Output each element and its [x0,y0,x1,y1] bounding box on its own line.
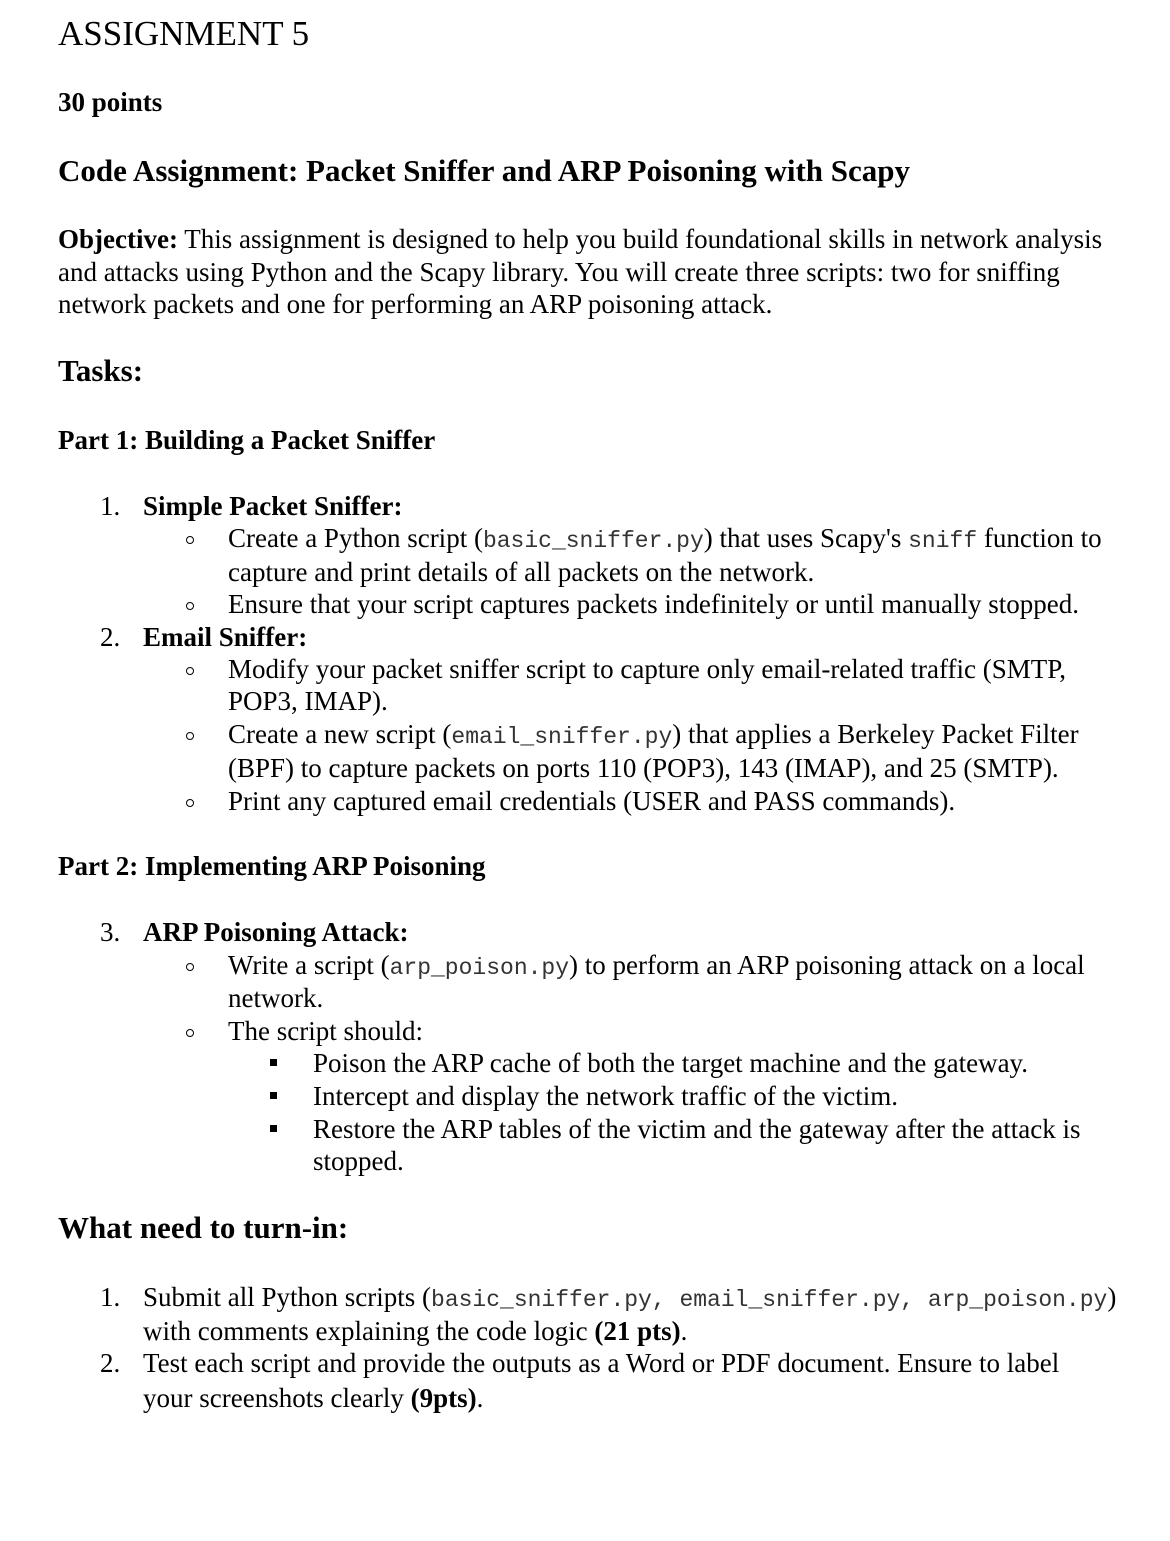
code-arp-poison: arp_poison.py [389,955,570,981]
item1-number: 1. [100,491,121,521]
turnin-item1-line2-pre: with comments explaining the code logic [143,1316,595,1346]
item3-sub1: Poison the ARP cache of both the target machine and the gateway. [313,1048,1029,1078]
item1-bullet1-line2: capture and print details of all packets on the network. [228,557,815,587]
turnin-item2-line1: Test each script and provide the outputs as a Word or PDF document. Ensure to label [143,1348,1060,1378]
turnin-item2-line2-pre: your screenshots clearly [143,1383,411,1413]
hollow-bullet-icon [186,799,194,807]
turnin-item1-points: (21 pts) [594,1316,681,1346]
code-basic-sniffer: basic_sniffer.py [482,528,704,554]
assignment-title: ASSIGNMENT 5 [58,14,310,53]
square-bullet-icon [270,1125,277,1132]
code-sniff: sniff [908,528,978,554]
objective-line-1 [58,223,1102,255]
item1-b1-mid: ) that uses Scapy's [703,523,909,553]
item2-title: Email Sniffer: [143,622,308,652]
code-email-sniffer: email_sniffer.py [451,724,673,750]
item1-bullet1-line1 [228,522,1102,557]
square-bullet-icon [270,1092,277,1099]
objective-line-2: and attacks using Python and the Scapy library. You will create three scripts: two for sniffing [58,257,1060,287]
code-all-scripts: basic_sniffer.py, email_sniffer.py, arp_poison.py [431,1287,1108,1313]
item2-b2-pre: Create a new script ( [228,719,452,749]
turnin-heading: What need to turn-in: [58,1210,349,1245]
part1-heading: Part 1: Building a Packet Sniffer [58,425,436,455]
item3-bullet2: The script should: [228,1016,423,1046]
turnin-item1-pre: Submit all Python scripts ( [143,1282,432,1312]
turnin-item2-line2-post: . [476,1383,484,1413]
part2-heading: Part 2: Implementing ARP Poisoning [58,851,486,881]
item2-bullet1-line2: POP3, IMAP). [228,686,388,716]
item2-b2-post: ) that applies a Berkeley Packet Filter [672,719,1079,749]
code-assignment-heading: Code Assignment: Packet Sniffer and ARP Poisoning with Scapy [58,153,911,188]
item2-number: 2. [100,622,121,652]
item3-b1-post: ) to perform an ARP poisoning attack on a local [569,950,1085,980]
turnin-item1-line2 [143,1315,687,1347]
item1-bullet2: Ensure that your script captures packets indefinitely or until manually stopped. [228,589,1080,619]
item1-b1-pre: Create a Python script ( [228,523,483,553]
item2-bullet2-line1 [228,718,1079,753]
hollow-bullet-icon [186,1029,194,1037]
item3-number: 3. [100,917,121,947]
turnin-item2-points: (9pts) [410,1383,477,1413]
square-bullet-icon [270,1059,277,1066]
hollow-bullet-icon [186,602,194,610]
hollow-bullet-icon [186,536,194,544]
hollow-bullet-icon [186,963,194,971]
item2-bullet1-line1: Modify your packet sniffer script to capture only email-related traffic (SMTP, [228,654,1067,684]
turnin-item2-number: 2. [100,1348,121,1378]
hollow-bullet-icon [186,667,194,675]
item3-b1-pre: Write a script ( [228,950,390,980]
hollow-bullet-icon [186,732,194,740]
item3-title: ARP Poisoning Attack: [143,917,409,947]
item2-bullet2-line2: (BPF) to capture packets on ports 110 (POP3), 143 (IMAP), and 25 (SMTP). [228,753,1059,783]
turnin-item2-line2 [143,1382,483,1414]
turnin-item1-number: 1. [100,1282,121,1312]
tasks-heading: Tasks: [58,353,144,388]
objective-text-1: This assignment is designed to help you build foundational skills in network analysis [177,224,1103,254]
item1-b1-post: function to [977,523,1102,553]
turnin-item1-line1 [143,1281,1116,1316]
item1-title: Simple Packet Sniffer: [143,491,403,521]
item3-bullet1-line2: network. [228,983,324,1013]
objective-line-3: network packets and one for performing an ARP poisoning attack. [58,289,773,319]
item3-sub2: Intercept and display the network traffic of the victim. [313,1081,899,1111]
item3-sub3-line2: stopped. [313,1146,404,1176]
points-label: 30 points [58,87,163,117]
item3-sub3-line1: Restore the ARP tables of the victim and the gateway after the attack is [313,1114,1081,1144]
turnin-item1-post: ) [1107,1282,1117,1312]
turnin-item1-line2-post: . [680,1316,688,1346]
item3-bullet1-line1 [228,949,1085,984]
item2-bullet3: Print any captured email credentials (USER and PASS commands). [228,786,956,816]
objective-label: Objective: [58,224,178,254]
